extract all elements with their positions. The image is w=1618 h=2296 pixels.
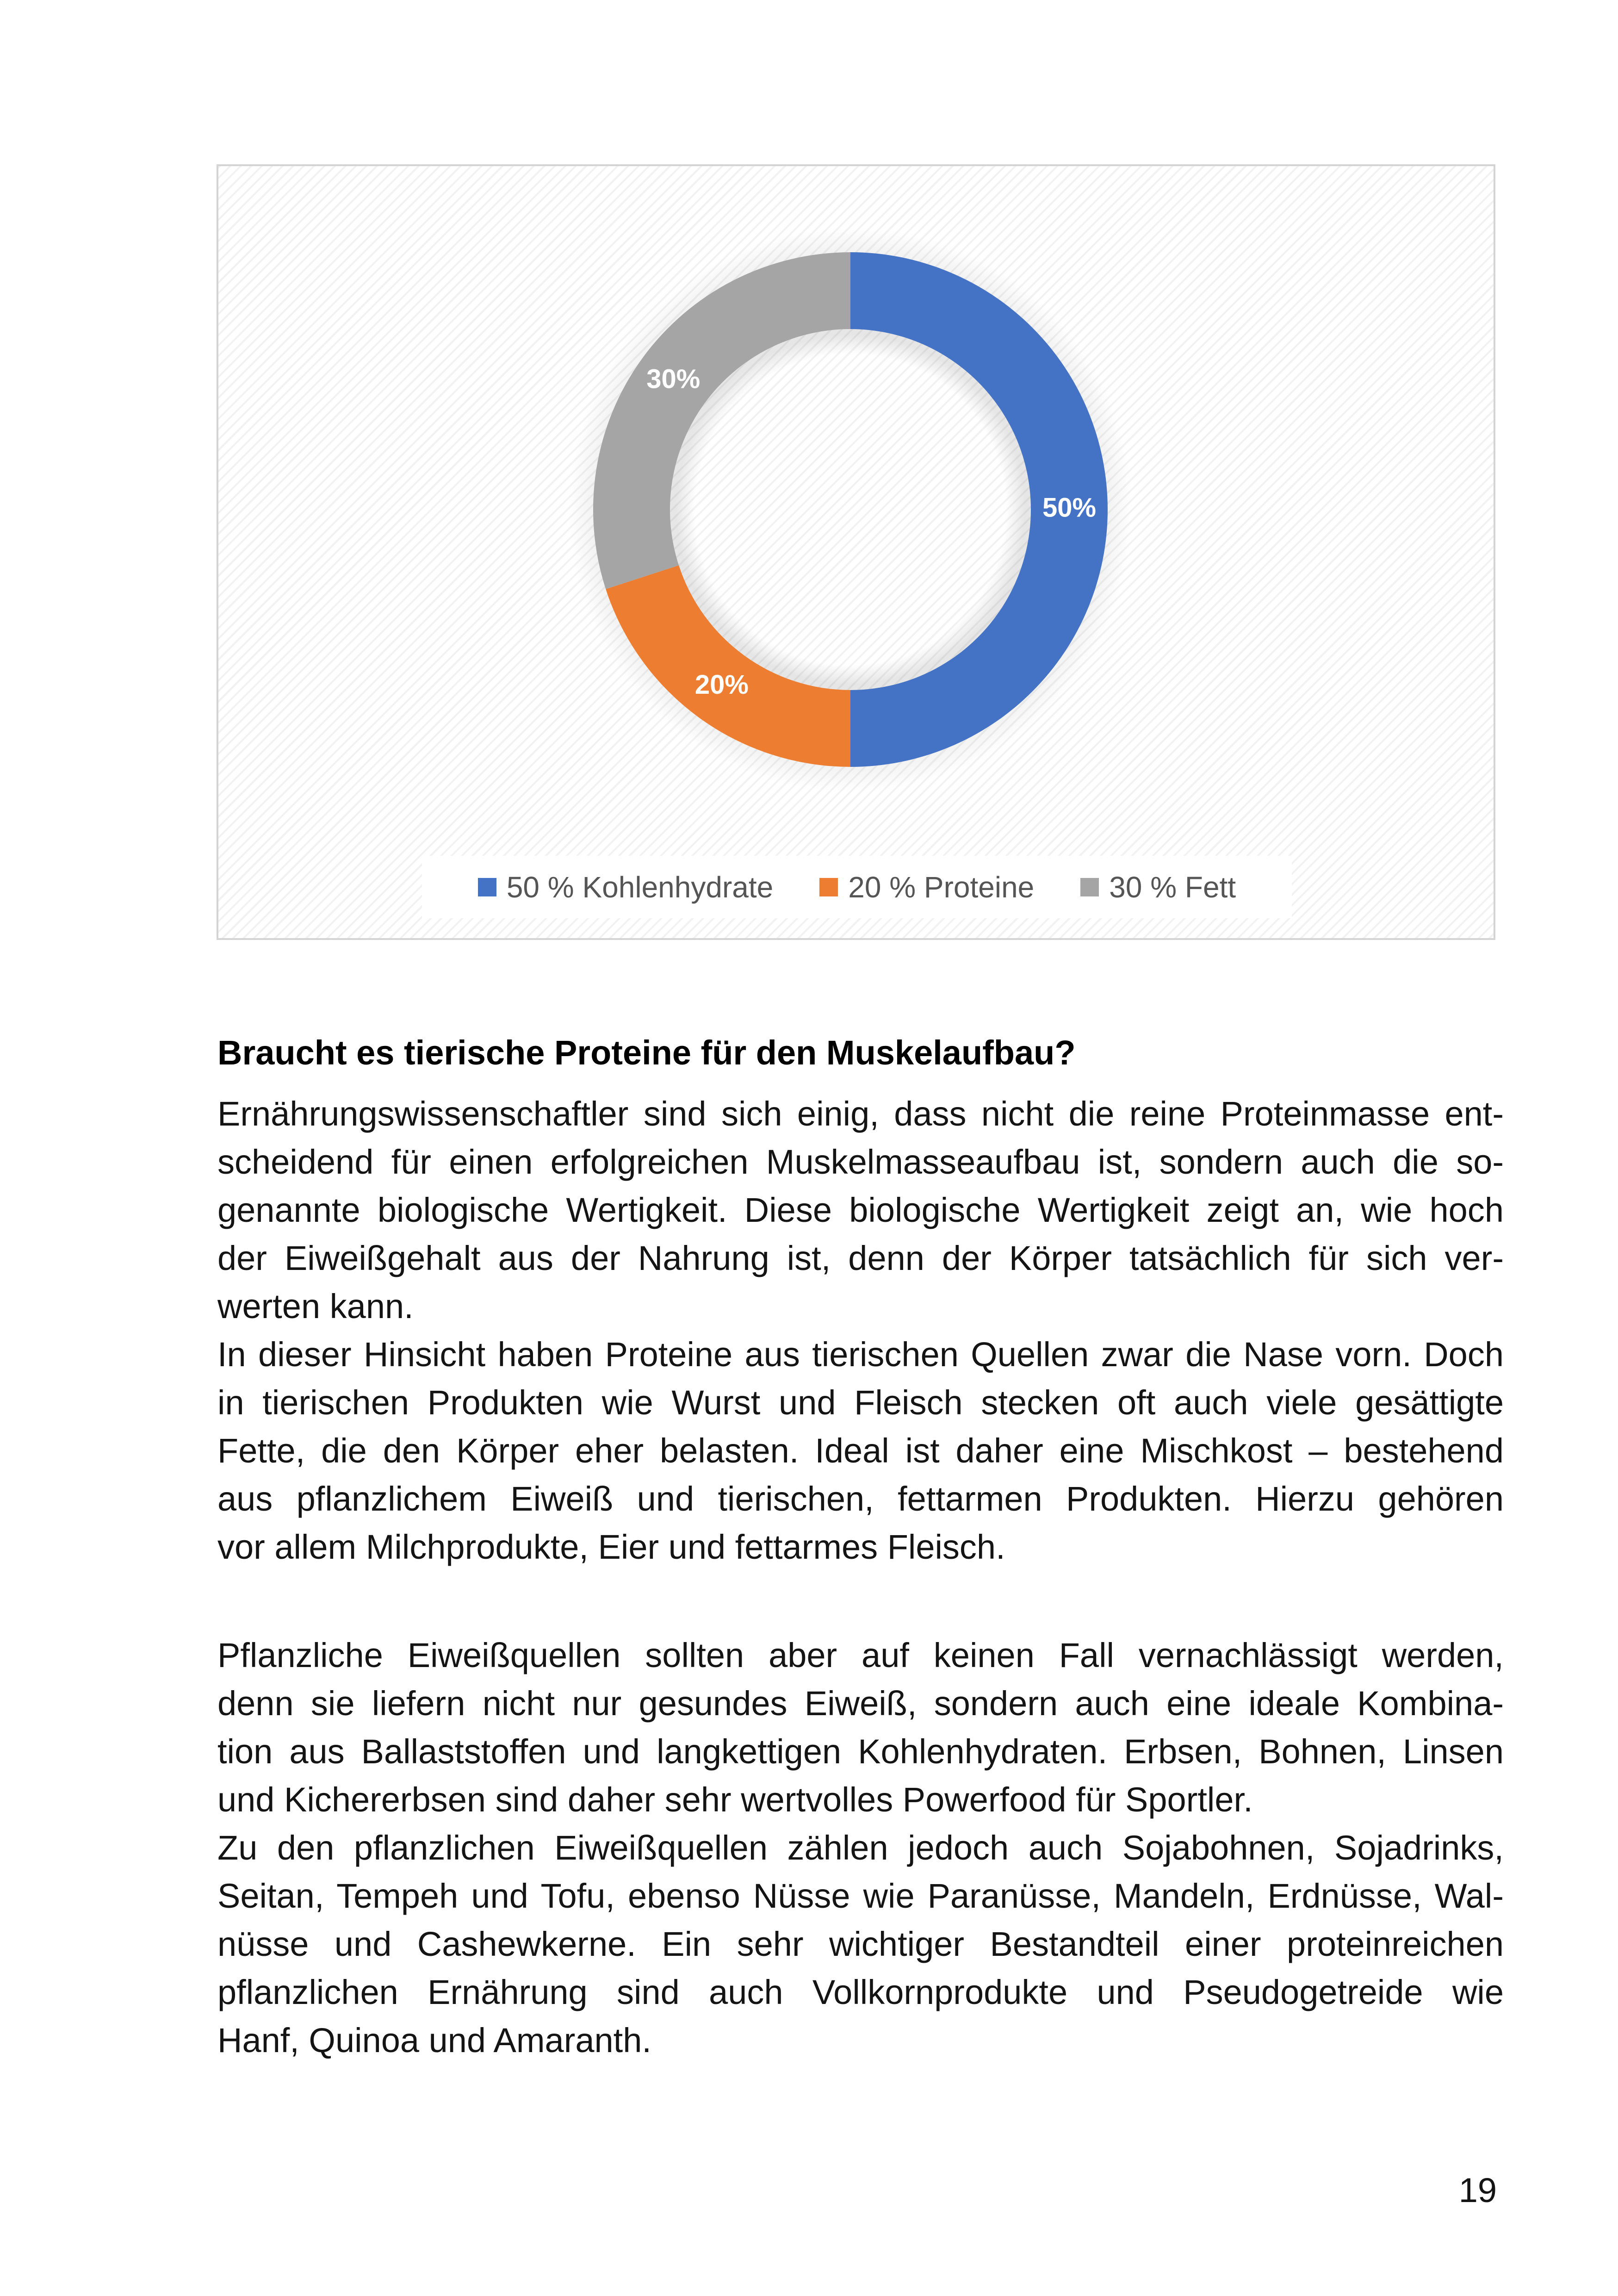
paragraph-1 — [217, 1090, 1504, 1571]
paragraph-line: und Kichererbsen sind daher sehr wertvolles Powerfood für Sportler. — [217, 1780, 1253, 1819]
legend-label-kohlenhydrate: 50 % Kohlenhydrate — [506, 870, 774, 904]
donut-chart — [217, 164, 1495, 940]
legend-swatch-fett — [1080, 878, 1099, 896]
paragraph-line: Hanf, Quinoa und Amaranth. — [217, 2021, 651, 2060]
legend-swatch-proteine — [819, 878, 838, 896]
paragraph-2 — [217, 1631, 1504, 2065]
paragraph-line: Pflanzliche Eiweißquellen sollten aber auf keinen Fall vernachlässigt werden, — [217, 1636, 1504, 1674]
paragraph-line: der Eiweißgehalt aus der Nahrung ist, denn der Körper tatsächlich für sich ver- — [217, 1239, 1504, 1277]
paragraph-line: Fette, die den Körper eher belasten. Ideal ist daher eine Mischkost – bestehend — [217, 1431, 1504, 1470]
legend-item-kohlenhydrate — [478, 870, 773, 904]
paragraph-line: aus pflanzlichem Eiweiß und tierischen, fettarmen Produkten. Hierzu gehören — [217, 1480, 1504, 1518]
legend-item-fett — [1080, 870, 1236, 904]
paragraph-line: scheidend für einen erfolgreichen Muskelmasseaufbau ist, sondern auch die so- — [217, 1143, 1504, 1181]
paragraph-line: nüsse und Cashewkerne. Ein sehr wichtiger Bestandteil einer proteinreichen — [217, 1925, 1504, 1963]
donut-chart-svg — [218, 166, 1494, 938]
donut-data-label-1: 20% — [694, 669, 749, 700]
paragraph-line: In dieser Hinsicht haben Proteine aus tierischen Quellen zwar die Nase vorn. Doch — [217, 1335, 1504, 1374]
paragraph-line: Ernährungswissenschaftler sind sich einig, dass nicht die reine Proteinmasse ent- — [217, 1095, 1504, 1133]
donut-data-label-0: 50% — [1042, 492, 1097, 523]
paragraph-line: genannte biologische Wertigkeit. Diese biologische Wertigkeit zeigt an, wie hoch — [217, 1191, 1504, 1229]
paragraph-line: Seitan, Tempeh und Tofu, ebenso Nüsse wie Paranüsse, Mandeln, Erdnüsse, Wal- — [217, 1877, 1504, 1915]
chart-legend — [422, 856, 1292, 918]
legend-item-proteine — [819, 870, 1034, 904]
paragraph-line: pflanzlichen Ernährung sind auch Vollkornprodukte und Pseudogetreide wie — [217, 1973, 1504, 2011]
page-number: 19 — [1458, 2171, 1497, 2209]
donut-data-label-2: 30% — [646, 364, 701, 394]
paragraph-line: vor allem Milchprodukte, Eier und fettarmes Fleisch. — [217, 1528, 1005, 1566]
paragraph-line: Zu den pflanzlichen Eiweißquellen zählen jedoch auch Sojabohnen, Sojadrinks, — [217, 1829, 1504, 1867]
paragraph-line: in tierischen Produkten wie Wurst und Fleisch stecken oft auch viele gesättigte — [217, 1383, 1504, 1422]
paragraph-line: werten kann. — [217, 1287, 414, 1325]
legend-label-proteine: 20 % Proteine — [848, 870, 1035, 904]
paragraph-line: denn sie liefern nicht nur gesundes Eiweiß, sondern auch eine ideale Kombina- — [217, 1684, 1504, 1723]
section-heading: Braucht es tierische Proteine für den Muskelaufbau? — [217, 1033, 1076, 1072]
legend-label-fett: 30 % Fett — [1109, 870, 1236, 904]
paragraph-line: tion aus Ballaststoffen und langkettigen Kohlenhydraten. Erbsen, Bohnen, Linsen — [217, 1732, 1504, 1771]
legend-swatch-kohlenhydrate — [478, 878, 496, 896]
